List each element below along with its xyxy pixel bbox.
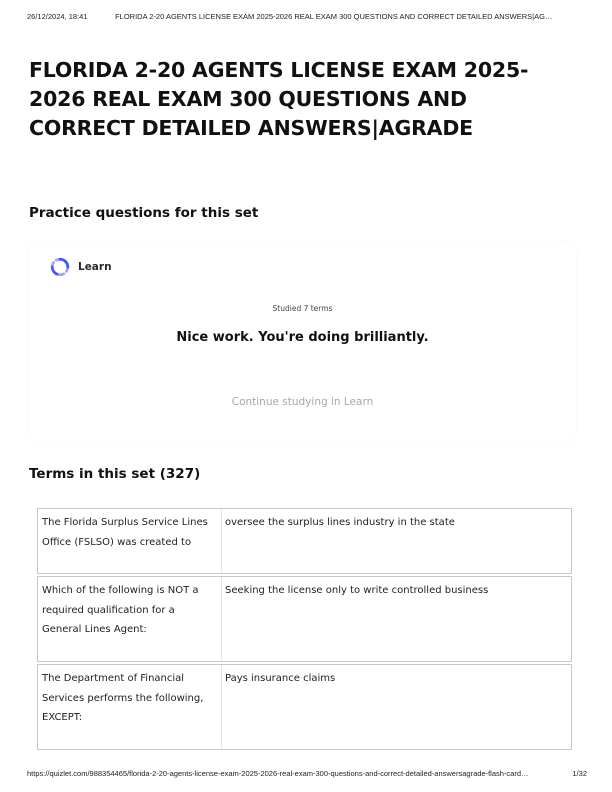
page-title: FLORIDA 2-20 AGENTS LICENSE EXAM 2025-2026 REAL EXAM 300 QUESTIONS AND CORRECT DETAILED ANSWERS|AGRADE [29,58,529,140]
page-number: 1/32 [572,769,587,778]
continue-learn-link[interactable]: Continue studying in Learn [231,396,374,408]
term-text: Which of the following is NOT a required qualification for a General Lines Agent: [38,577,222,661]
term-row[interactable] [37,664,572,750]
term-row[interactable] [37,576,572,662]
print-date: 26/12/2024, 18:41 [27,12,88,21]
term-text: The Florida Surplus Service Lines Office (FSLSO) was created to [38,509,222,573]
learn-label: Learn [78,261,112,273]
print-doc-title: FLORIDA 2-20 AGENTS LICENSE EXAM 2025-2026 REAL EXAM 300 QUESTIONS AND CORRECT DETAILED ANSWERS|AG… [115,12,553,21]
print-url: https://quizlet.com/988354465/florida-2-20-agents-license-exam-2025-2026-real-exam-300-questions-and-correct-detailed-answersagrade-flash-card… [27,769,529,778]
definition-text: Pays insurance claims [225,673,336,684]
print-header [27,12,592,21]
practice-heading: Practice questions for this set [29,205,259,221]
praise-message: Nice work. You're doing brilliantly. [176,330,429,345]
print-footer [27,769,587,778]
term-row[interactable] [37,508,572,574]
definition-text: oversee the surplus lines industry in the state [225,517,455,528]
term-text: The Department of Financial Services performs the following, EXCEPT: [38,665,222,749]
terms-heading: Terms in this set (327) [29,466,201,482]
terms-list [37,508,572,752]
definition-text: Seeking the license only to write controlled business [225,585,489,596]
studied-count: Studied 7 terms [272,304,333,313]
learn-card [29,242,576,442]
learn-progress-icon [49,256,71,278]
learn-link[interactable] [49,256,112,278]
